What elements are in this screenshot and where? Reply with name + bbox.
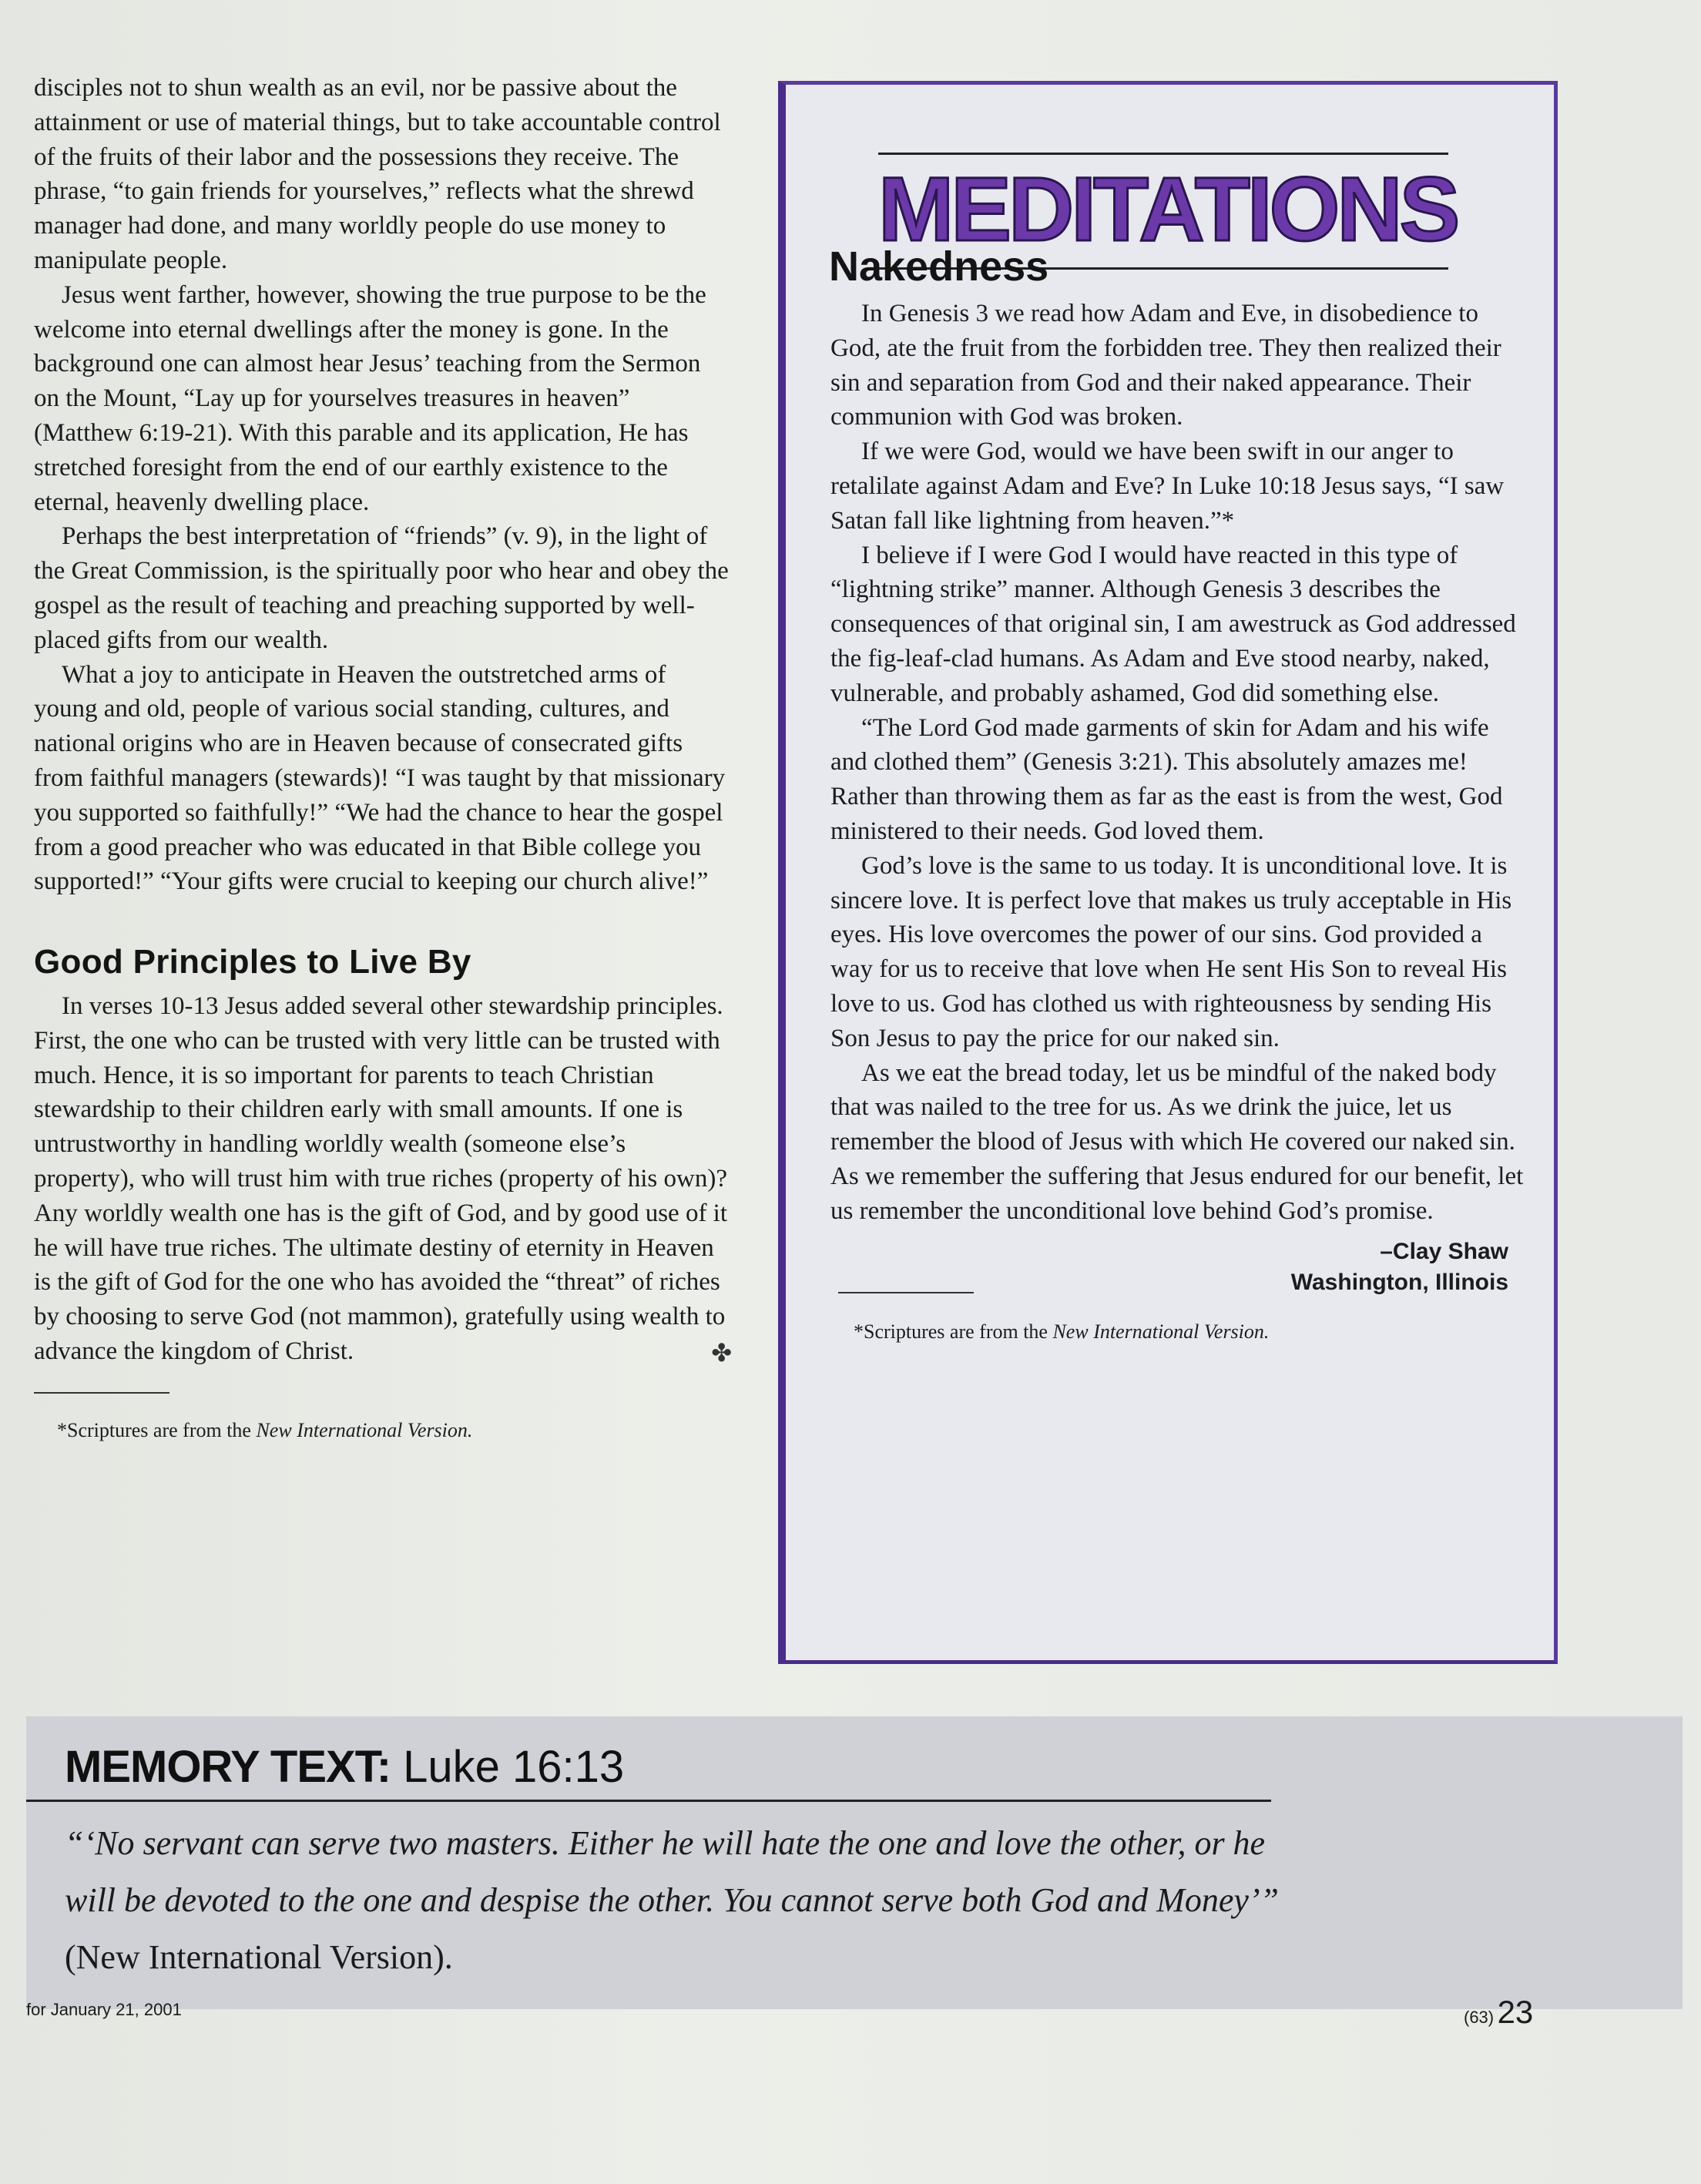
- meditation-paragraph: As we eat the bread today, let us be mindful of the naked body that was nailed to the tree for us. As we drink the juice, let us remember the blood of Jesus with which He covered our naked sin. As we remember the suffering that Jesus endured for our benefit, let us remember the unconditional love behind God’s promise.: [830, 1058, 1524, 1225]
- memory-text-panel: [26, 1716, 1683, 2009]
- meditation-paragraph: If we were God, would we have been swift in our anger to retalilate against Adam and Eve? In Luke 10:18 Jesus says, “I saw Satan fall like lightning from heaven.”*: [830, 438, 1505, 535]
- meditations-box: [778, 81, 1558, 1664]
- footnote-version: New International Version.: [256, 1418, 473, 1441]
- memory-text-label: MEMORY TEXT:: [65, 1742, 391, 1792]
- body-paragraph: disciples not to shun wealth as an evil, nor be passive about the attainment or use of material things, but to take accountable control of the fruits of their labor and the possessions they receive. The phrase, “to gain friends for yourselves,” reflects what the shrewd manager had done, and many worldly people do use money to manipulate people.: [34, 74, 721, 274]
- body-paragraph: Jesus went farther, however, showing the true purpose to be the welcome into eternal dwellings after the money is gone. In the background one can almost hear Jesus’ teaching from the Sermon on the Mount, “Lay up for yourselves treasures in heaven” (Matthew 6:19-21). With this parable and its application, He has stretched foresight from the end of our earthly existence to the eternal, heavenly dwelling place.: [34, 280, 706, 516]
- left-column: [34, 71, 732, 1448]
- page-number-big: 23: [1497, 1994, 1534, 2030]
- footnote: [57, 1414, 732, 1448]
- section-heading: Good Principles to Live By: [34, 943, 471, 981]
- memory-text-reference: Luke 16:13: [403, 1742, 625, 1792]
- footnote: [854, 1315, 1524, 1350]
- meditation-paragraph: I believe if I were God I would have reacted in this type of “lightning strike” manner. Although Genesis 3 describes the consequences of that original sin, I am awestruck as God addressed the fig-leaf-clad humans. As Adam and Eve stood nearby, naked, vulnerable, and probably ashamed, God did something else.: [830, 541, 1516, 707]
- memory-verse-text: “‘No servant can serve two masters. Either he will hate the one and love the other, or he will be devoted to the one and despise the other. You cannot serve both God and Money’”: [65, 1824, 1280, 1919]
- meditation-paragraph: In Genesis 3 we read how Adam and Eve, in disobedience to God, ate the fruit from the forbidden tree. They then realized their sin and separation from God and their naked appearance. Their communion with God was broken.: [830, 300, 1501, 431]
- author-signature: [830, 1236, 1508, 1298]
- footnote-version: New International Version.: [1052, 1320, 1270, 1343]
- footnote-rule: [34, 1392, 169, 1394]
- footnote-text: *Scriptures are from the: [854, 1320, 1053, 1343]
- meditation-paragraph: “The Lord God made garments of skin for Adam and his wife and clothed them” (Genesis 3:21). This absolutely amazes me! Rather than throwing them as far as the east is from the west, God ministered to their needs. God loved them.: [830, 713, 1503, 845]
- memory-verse-version: (New International Version).: [65, 1938, 453, 1976]
- memory-verse: [65, 1815, 1313, 1986]
- body-paragraph: Perhaps the best interpretation of “friends” (v. 9), in the light of the Great Commission, is the spiritually poor who hear and obey the gospel as the result of teaching and preaching supported by well-placed gifts from our wealth.: [34, 522, 729, 654]
- meditations-content: [829, 243, 1524, 1349]
- meditation-paragraph: God’s love is the same to us today. It is unconditional love. It is sincere love. It is perfect love that makes us truly acceptable in His eyes. His love overcomes the power of our sins. God provided a way for us to receive that love when He sent His Son to reveal His love to us. God has clothed us with righteousness by sending His Son Jesus to pay the price for our naked sin.: [830, 851, 1512, 1052]
- meditations-logo: MEDITATIONS: [878, 159, 1458, 260]
- logo-rule-top: [878, 153, 1448, 155]
- page-number-small: (63): [1464, 2008, 1495, 2027]
- footnote-text: *Scriptures are from the: [57, 1418, 257, 1441]
- memory-text-rule: [26, 1800, 1271, 1802]
- page-number: [1464, 1994, 1533, 2031]
- issue-date: for January 21, 2001: [26, 2000, 182, 2019]
- author-location: Washington, Illinois: [1290, 1269, 1508, 1295]
- body-paragraph: What a joy to anticipate in Heaven the outstretched arms of young and old, people of various social standing, cultures, and national origins who are in Heaven because of consecrated gifts from faithful managers (stewards)! “I was taught by that missionary you supported so faithfully!” “We had the chance to hear the gospel from a good preacher who was educated in that Bible college you supported!” “Your gifts were crucial to keeping our church alive!”: [34, 660, 726, 896]
- meditation-heading: Nakedness: [829, 243, 1049, 290]
- section-paragraph-text: In verses 10-13 Jesus added several other stewardship principles. First, the one who can be trusted with very little can be trusted with much. Hence, it is so important for parents to teach Christian stewardship to their children early with small amounts. If one is untrustworthy in handling worldly wealth (someone else’s property), who will trust him with true riches (property of his own)? Any worldly wealth one has is the gift of God, and by good use of it he will have true riches. The ultimate destiny of eternity in Heaven is the gift of God for the one who has avoided the “threat” of riches by choosing to serve God (not mammon), gratefully using wealth to advance the kingdom of Christ.: [34, 991, 728, 1365]
- body-paragraph: [34, 989, 732, 1369]
- memory-text-heading: [65, 1741, 624, 1793]
- end-mark-icon: ✤: [711, 1338, 732, 1367]
- author-name: –Clay Shaw: [1380, 1238, 1508, 1264]
- footnote-rule: [838, 1292, 974, 1293]
